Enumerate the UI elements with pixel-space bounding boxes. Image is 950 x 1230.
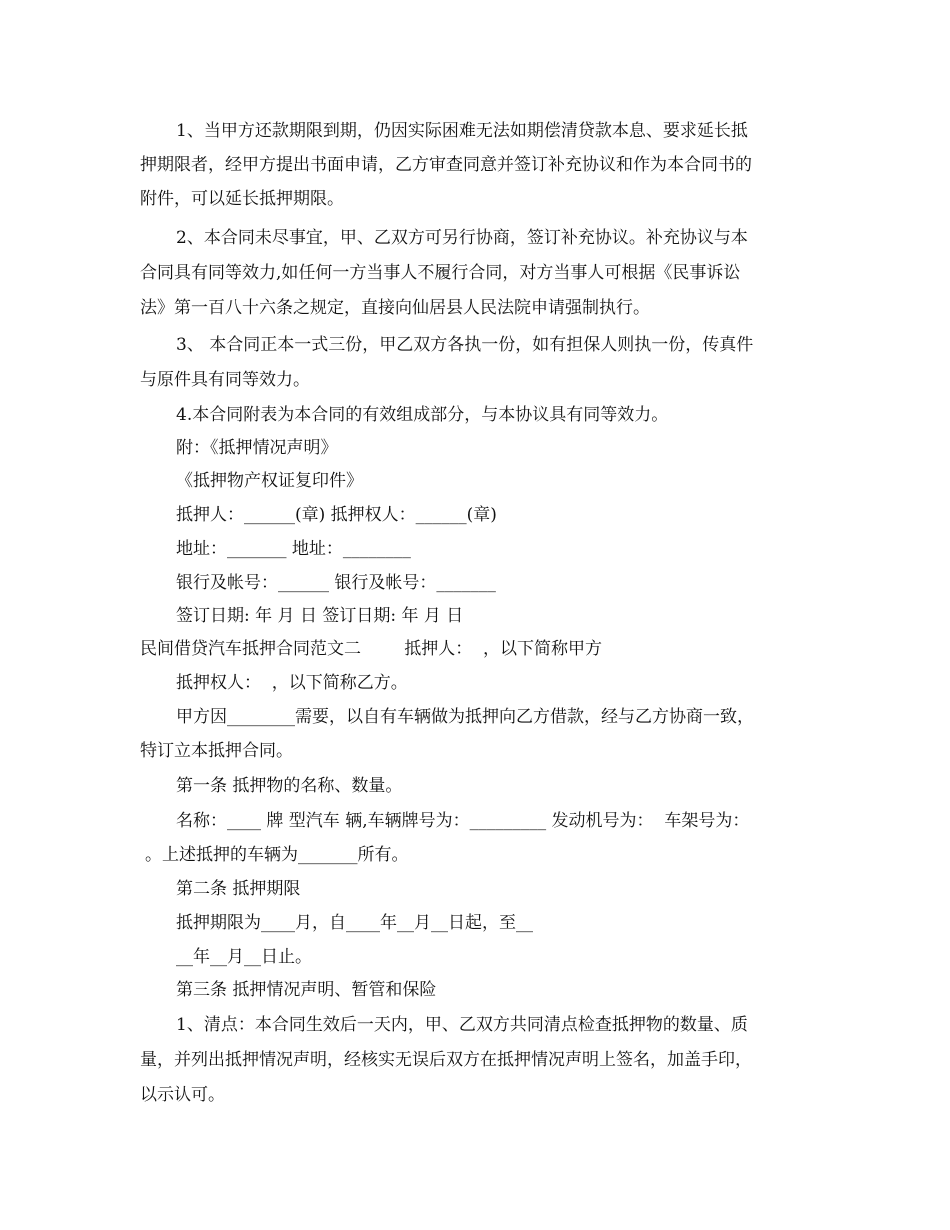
text-line: __年__月__日止。 xyxy=(176,947,312,967)
text-line: 。上述抵押的车辆为_______所有。 xyxy=(145,845,409,865)
article-heading: 第一条 抵押物的名称、数量。 xyxy=(176,776,403,796)
text-line: 抵押期限为____月，自____年__月__日起，至__ xyxy=(176,913,533,933)
text-line: 签订日期: 年 月 日 签订日期: 年 月 日 xyxy=(176,606,464,626)
text-line: 甲方因________需要，以自有车辆做为抵押向乙方借款，经与乙方协商一致， xyxy=(176,707,754,727)
text-line: 《抵押物产权证复印件》 xyxy=(176,471,363,491)
text-line: 与原件具有同等效力。 xyxy=(140,370,310,390)
text-line: 附件，可以延长抵押期限。 xyxy=(140,189,344,209)
text-line: 1、清点：本合同生效后一天内，甲、乙双方共同清点检查抵押物的数量、质 xyxy=(176,1015,748,1035)
text-line: 2、本合同未尽事宜，甲、乙双方可另行协商，签订补充协议。补充协议与本 xyxy=(176,228,748,248)
text-line: 抵押人：______(章) 抵押权人：______(章) xyxy=(176,505,497,525)
text-line: 3、 本合同正本一式三份，甲乙双方各执一份，如有担保人则执一份，传真件 xyxy=(176,335,754,355)
text-line: 1、当甲方还款期限到期，仍因实际困难无法如期偿清贷款本息、要求延长抵 xyxy=(176,121,748,141)
text-line: 抵押权人： ，以下简称乙方。 xyxy=(176,673,408,693)
text-line: 法》第一百八十六条之规定，直接向仙居县人民法院申请强制执行。 xyxy=(140,298,650,318)
text-line: 银行及帐号：______ 银行及帐号：_______ xyxy=(176,573,496,593)
text-line: 量，并列出抵押情况声明，经核实无误后双方在抵押情况声明上签名，加盖手印， xyxy=(140,1050,752,1070)
text-line: 名称：____ 牌 型汽车 辆,车辆牌号为：_________ 发动机号为： 车架号为： xyxy=(176,811,750,831)
text-line: 特订立本抵押合同。 xyxy=(140,741,293,761)
section-title-line: 民间借贷汽车抵押合同范文二 抵押人： ，以下简称甲方 xyxy=(140,639,603,659)
text-line: 押期限者，经甲方提出书面申请，乙方审查同意并签订补充协议和作为本合同书的 xyxy=(140,155,752,175)
text-line: 地址：_______ 地址：________ xyxy=(176,539,411,559)
text-line: 4.本合同附表为本合同的有效组成部分，与本协议具有同等效力。 xyxy=(176,405,669,425)
article-heading: 第二条 抵押期限 xyxy=(176,879,301,899)
text-line: 附：《抵押情况声明》 xyxy=(176,438,338,458)
text-line: 合同具有同等效力,如任何一方当事人不履行合同，对方当事人可根据《民事诉讼 xyxy=(140,263,741,283)
article-heading: 第三条 抵押情况声明、暂管和保险 xyxy=(176,980,437,1000)
text-line: 以示认可。 xyxy=(140,1085,225,1105)
